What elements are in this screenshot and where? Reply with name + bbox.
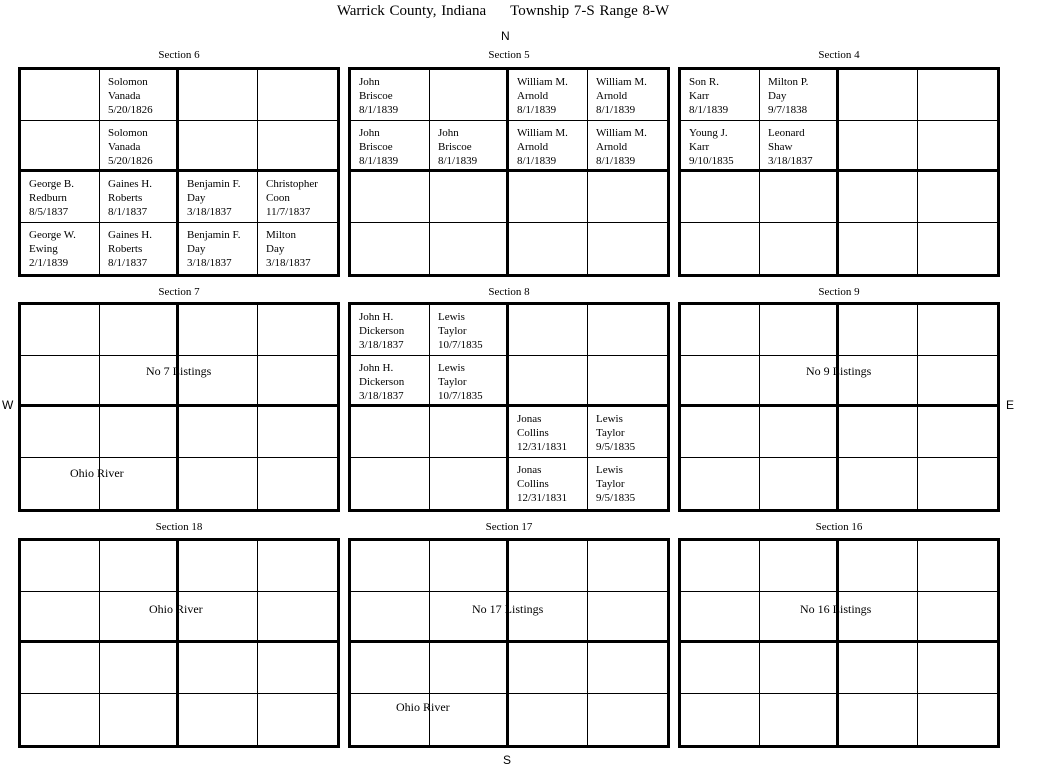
- land-parcel: [588, 592, 667, 643]
- land-parcel: [839, 458, 918, 509]
- compass-north: N: [501, 29, 510, 43]
- land-parcel: Milton Day 3/18/1837: [266, 229, 311, 269]
- land-parcel: [351, 223, 430, 274]
- land-parcel: William M. Arnold 8/1/1839: [509, 70, 588, 121]
- section-grid: [348, 538, 670, 748]
- land-parcel: [839, 694, 918, 745]
- land-parcel: [918, 592, 997, 643]
- land-parcel: [839, 541, 918, 592]
- land-parcel: [258, 458, 337, 509]
- land-parcel: [918, 121, 997, 172]
- land-parcel: [839, 407, 918, 458]
- land-parcel: [179, 694, 258, 745]
- land-parcel: [760, 305, 839, 356]
- land-parcel: [21, 121, 100, 172]
- land-parcel: [21, 356, 100, 407]
- land-parcel: Jonas Collins 12/31/1831: [509, 407, 588, 458]
- land-parcel: Jonas Collins 12/31/1831: [509, 458, 588, 509]
- section-label: Section 18: [155, 521, 203, 533]
- land-parcel: [100, 592, 179, 643]
- land-parcel: [258, 643, 337, 694]
- land-parcel: [681, 356, 760, 407]
- section-grid: [348, 67, 670, 277]
- land-parcel: [918, 356, 997, 407]
- land-parcel: [179, 458, 258, 509]
- land-parcel: [430, 458, 509, 509]
- section-label: Section 16: [815, 521, 863, 533]
- map-title: [0, 3, 1006, 20]
- land-parcel: [839, 121, 918, 172]
- river-label: Ohio River: [70, 466, 124, 480]
- land-parcel: [21, 305, 100, 356]
- land-parcel: Milton P. Day 9/7/1838: [760, 70, 839, 121]
- land-parcel: [100, 407, 179, 458]
- land-parcel: [760, 541, 839, 592]
- land-parcel: [351, 643, 430, 694]
- land-parcel: [179, 592, 258, 643]
- land-parcel: [351, 172, 430, 223]
- land-parcel: [681, 223, 760, 274]
- land-parcel: Solomon Vanada 5/20/1826: [100, 121, 179, 172]
- land-parcel: [258, 407, 337, 458]
- land-parcel: [918, 305, 997, 356]
- section-note: No 9 Listings: [806, 364, 872, 378]
- section-grid: [18, 302, 340, 512]
- section-label: Section 6: [158, 49, 200, 61]
- land-parcel: [681, 407, 760, 458]
- land-parcel: [430, 70, 509, 121]
- land-parcel: [839, 643, 918, 694]
- land-parcel: [681, 172, 760, 223]
- land-parcel: William M. Arnold 8/1/1839: [588, 121, 667, 172]
- land-parcel: [839, 70, 918, 121]
- land-parcel: [681, 541, 760, 592]
- land-parcel: [21, 643, 100, 694]
- land-parcel: [760, 407, 839, 458]
- land-parcel: Lewis Taylor 9/5/1835: [596, 464, 636, 504]
- land-parcel: [760, 172, 839, 223]
- section-grid: [678, 67, 1000, 277]
- land-parcel: [588, 356, 667, 407]
- land-parcel: [588, 305, 667, 356]
- section-label: Section 9: [818, 286, 860, 298]
- land-parcel: [509, 305, 588, 356]
- land-parcel: [430, 592, 509, 643]
- land-parcel: [430, 172, 509, 223]
- land-parcel: [21, 592, 100, 643]
- land-parcel: Lewis Taylor 9/5/1835: [588, 407, 667, 458]
- land-parcel: [509, 223, 588, 274]
- compass-east: E: [1006, 398, 1015, 412]
- land-parcel: [100, 694, 179, 745]
- land-parcel: John Briscoe 8/1/1839: [351, 121, 430, 172]
- land-parcel: John Briscoe 8/1/1839: [430, 121, 509, 172]
- land-parcel: [179, 305, 258, 356]
- land-parcel: [430, 223, 509, 274]
- river-label: Ohio River: [396, 700, 450, 714]
- land-parcel: George B. Redburn 8/5/1837: [21, 172, 100, 223]
- land-parcel: [681, 694, 760, 745]
- section-grid: [678, 538, 1000, 748]
- land-parcel: [351, 458, 430, 509]
- land-parcel: [918, 172, 997, 223]
- land-parcel: [258, 592, 337, 643]
- section-grid: [18, 538, 340, 748]
- land-parcel: [760, 592, 839, 643]
- land-parcel: Benjamin F. Day 3/18/1837: [179, 172, 258, 223]
- land-parcel: [430, 407, 509, 458]
- section-grid: [678, 302, 1000, 512]
- land-parcel: [839, 172, 918, 223]
- land-parcel: [588, 223, 667, 274]
- land-parcel: [918, 407, 997, 458]
- compass-west: W: [2, 398, 14, 412]
- section-note: No 16 Listings: [800, 602, 872, 616]
- land-parcel: [509, 694, 588, 745]
- land-parcel: [430, 643, 509, 694]
- land-parcel: [918, 643, 997, 694]
- land-parcel: [21, 541, 100, 592]
- land-parcel: [179, 121, 258, 172]
- land-parcel: Solomon Vanada 5/20/1826: [100, 70, 179, 121]
- land-parcel: [681, 592, 760, 643]
- land-parcel: [918, 541, 997, 592]
- land-parcel: [258, 305, 337, 356]
- land-parcel: [588, 541, 667, 592]
- section-label: Section 8: [488, 286, 530, 298]
- section-note: No 7 Listings: [146, 364, 212, 378]
- land-parcel: William M. Arnold 8/1/1839: [588, 70, 667, 121]
- land-parcel: [258, 121, 337, 172]
- section-note: Ohio River: [149, 602, 203, 616]
- land-parcel: John Briscoe 8/1/1839: [351, 70, 430, 121]
- land-parcel: [681, 305, 760, 356]
- land-parcel: Christopher Coon 11/7/1837: [258, 172, 337, 223]
- land-parcel: George W. Ewing 2/1/1839: [21, 223, 100, 274]
- land-parcel: [21, 694, 100, 745]
- land-parcel: [839, 305, 918, 356]
- land-parcel: [430, 541, 509, 592]
- land-parcel: [681, 643, 760, 694]
- land-parcel: [100, 305, 179, 356]
- land-parcel: [179, 70, 258, 121]
- land-parcel: [351, 407, 430, 458]
- land-parcel: William M. Arnold 8/1/1839: [509, 121, 588, 172]
- land-parcel: [509, 643, 588, 694]
- land-parcel: Lewis Taylor 10/7/1835: [430, 305, 509, 356]
- section-label: Section 4: [818, 49, 860, 61]
- land-parcel: [100, 643, 179, 694]
- land-parcel: Gaines H. Roberts 8/1/1837: [100, 223, 179, 274]
- compass-south: S: [503, 753, 512, 767]
- land-parcel: [760, 458, 839, 509]
- section-label: Section 17: [485, 521, 533, 533]
- county-title: Warrick County, Indiana: [336, 3, 487, 19]
- land-parcel: [258, 356, 337, 407]
- section-grid: [18, 67, 340, 277]
- land-parcel: [179, 407, 258, 458]
- land-parcel: [21, 70, 100, 121]
- land-parcel: [588, 172, 667, 223]
- land-parcel: [760, 643, 839, 694]
- land-parcel: [179, 541, 258, 592]
- land-parcel: [588, 643, 667, 694]
- land-parcel: [351, 592, 430, 643]
- township-range: Township 7-S Range 8-W: [510, 3, 670, 19]
- land-parcel: [681, 458, 760, 509]
- land-parcel: [509, 172, 588, 223]
- land-parcel: Benjamin F. Day 3/18/1837: [179, 223, 258, 274]
- land-parcel: [760, 223, 839, 274]
- land-parcel: [839, 592, 918, 643]
- land-parcel: [588, 694, 667, 745]
- land-parcel: Young J. Karr 9/10/1835: [681, 121, 760, 172]
- land-parcel: Gaines H. Roberts 8/1/1837: [100, 172, 179, 223]
- land-parcel: [918, 223, 997, 274]
- section-label: Section 5: [488, 49, 530, 61]
- land-parcel: Son R. Karr 8/1/1839: [681, 70, 760, 121]
- land-parcel: [918, 458, 997, 509]
- land-parcel: [509, 592, 588, 643]
- land-parcel: [179, 643, 258, 694]
- land-parcel: [918, 70, 997, 121]
- land-parcel: John H. Dickerson 3/18/1837: [351, 356, 430, 407]
- land-parcel: Lewis Taylor 10/7/1835: [430, 356, 509, 407]
- section-note: No 17 Listings: [472, 602, 544, 616]
- land-parcel: [21, 407, 100, 458]
- section-grid: [348, 302, 670, 512]
- land-parcel: [760, 694, 839, 745]
- land-parcel: [509, 541, 588, 592]
- land-parcel: [258, 694, 337, 745]
- land-parcel: [509, 356, 588, 407]
- land-parcel: Leonard Shaw 3/18/1837: [760, 121, 839, 172]
- section-label: Section 7: [158, 286, 200, 298]
- land-parcel: [100, 541, 179, 592]
- land-parcel: [918, 694, 997, 745]
- land-parcel: [258, 541, 337, 592]
- land-parcel: [839, 223, 918, 274]
- land-parcel: [351, 541, 430, 592]
- land-parcel: John H. Dickerson 3/18/1837: [351, 305, 430, 356]
- land-parcel: [258, 70, 337, 121]
